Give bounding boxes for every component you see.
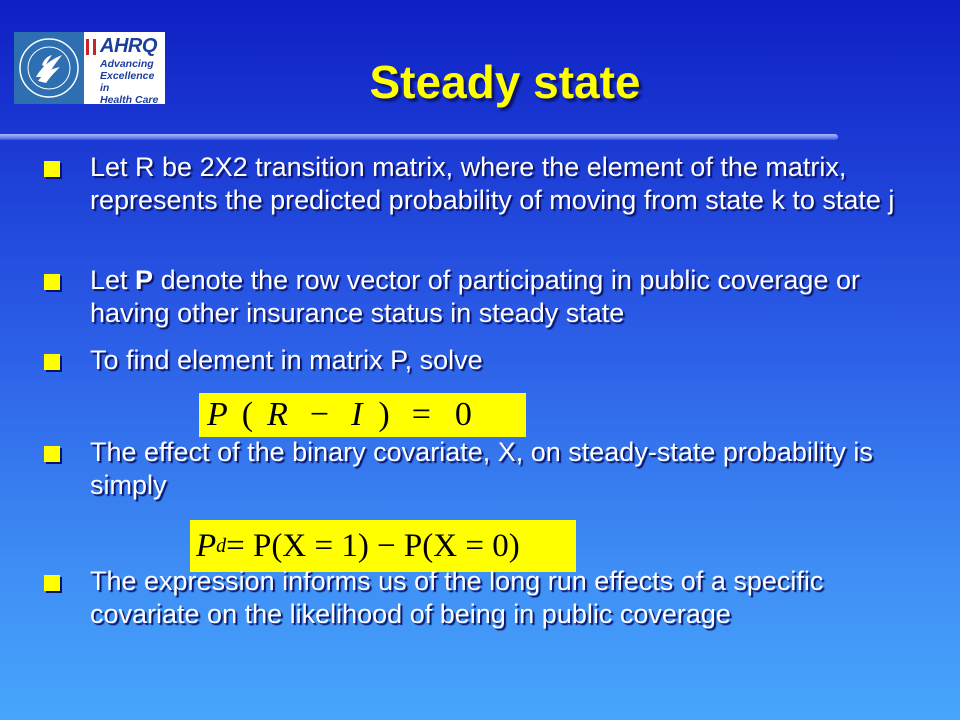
bullet-item <box>40 436 940 502</box>
bullet-item <box>40 151 940 217</box>
covariate-effect-equation: P d = P(X = 1) − P(X = 0) <box>190 520 576 572</box>
hhs-ahrq-logo <box>14 32 165 104</box>
slide-title: Steady state <box>369 56 641 108</box>
bullet-item <box>40 344 940 377</box>
square-bullet-icon <box>44 161 60 177</box>
bullet-text: To find element in matrix P, solve <box>90 345 483 375</box>
hhs-seal-icon <box>14 32 84 104</box>
bullet-bold-term: P <box>135 265 154 295</box>
bullet-text: Let P denote the row vector of participating in public coverage or having other insurance status in steady state <box>90 265 860 328</box>
bullet-item <box>40 565 940 631</box>
bullet-text: Let R be 2X2 transition matrix, where the element of the matrix, represents the predicted probability of moving from state k to state j <box>90 152 895 215</box>
square-bullet-icon <box>44 575 60 591</box>
ahrq-tagline: Advancing Excellence in Health Care <box>100 58 159 106</box>
title-divider <box>0 134 838 140</box>
ahrq-logo <box>84 32 165 104</box>
bullet-text: The effect of the binary covariate, X, on steady-state probability is simply <box>90 437 873 500</box>
steady-state-equation: P ( R − I ) = 0 <box>199 393 526 437</box>
square-bullet-icon <box>44 446 60 462</box>
ahrq-wordmark: AHRQ <box>90 35 165 58</box>
bullet-item <box>40 264 940 330</box>
square-bullet-icon <box>44 354 60 370</box>
bullet-text: The expression informs us of the long run effects of a specific covariate on the likelihood of being in public coverage <box>90 566 824 629</box>
square-bullet-icon <box>44 274 60 290</box>
